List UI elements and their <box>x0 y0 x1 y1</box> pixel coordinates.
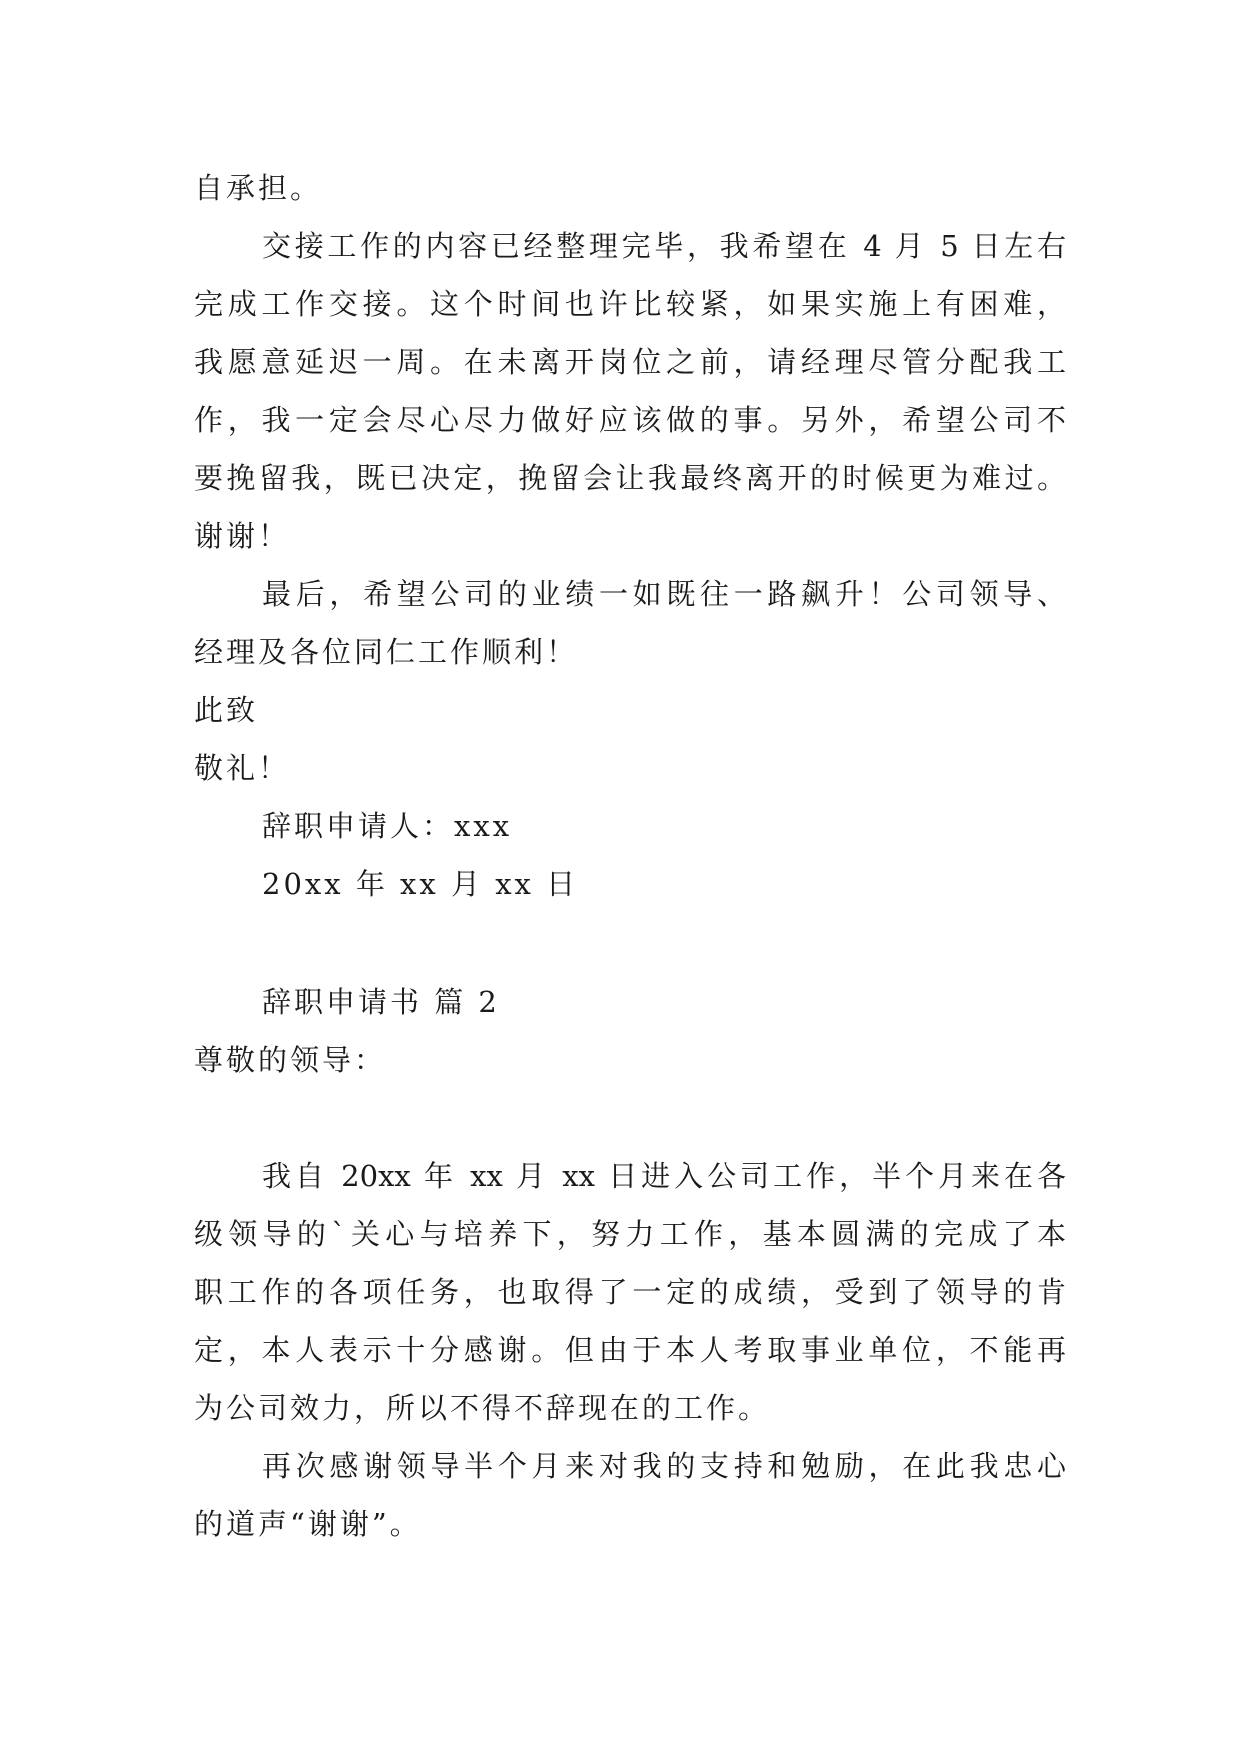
text-line: 完成工作交接。这个时间也许比较紧，如果实施上有困难， <box>194 287 1066 321</box>
text-line: 我愿意延迟一周。在未离开岗位之前，请经理尽管分配我工 <box>194 345 1066 379</box>
signature-date: 20xx 年 xx 月 xx 日 <box>262 867 579 901</box>
text-line: 职工作的各项任务，也取得了一定的成绩，受到了领导的肯 <box>194 1275 1066 1309</box>
text-line: 最后，希望公司的业绩一如既往一路飙升！公司领导、 <box>262 577 1066 611</box>
section-heading: 辞职申请书 篇 2 <box>262 985 500 1019</box>
applicant-signature: 辞职申请人：xxx <box>262 809 513 843</box>
text-line: 的道声“谢谢”。 <box>194 1507 422 1541</box>
text-line: 我自 20xx 年 xx 月 xx 日进入公司工作，半个月来在各 <box>262 1159 1066 1193</box>
text-line: 作，我一定会尽心尽力做好应该做的事。另外，希望公司不 <box>194 403 1066 437</box>
text-line: 再次感谢领导半个月来对我的支持和勉励，在此我忠心 <box>262 1449 1066 1483</box>
text-line: 要挽留我，既已决定，挽留会让我最终离开的时候更为难过。 <box>194 461 1066 495</box>
text-line: 经理及各位同仁工作顺利！ <box>194 635 579 669</box>
text-line: 级领导的`关心与培养下，努力工作，基本圆满的完成了本 <box>194 1217 1066 1251</box>
text-line: 为公司效力，所以不得不辞现在的工作。 <box>194 1391 771 1425</box>
closing-line: 此致 <box>194 693 259 727</box>
text-line: 谢谢！ <box>194 519 291 553</box>
greeting-line: 尊敬的领导： <box>194 1043 387 1077</box>
text-line: 定，本人表示十分感谢。但由于本人考取事业单位，不能再 <box>194 1333 1066 1367</box>
salutation-line: 敬礼！ <box>194 751 291 785</box>
text-line: 自承担。 <box>194 171 323 205</box>
text-line: 交接工作的内容已经整理完毕，我希望在 4 月 5 日左右 <box>262 229 1066 263</box>
